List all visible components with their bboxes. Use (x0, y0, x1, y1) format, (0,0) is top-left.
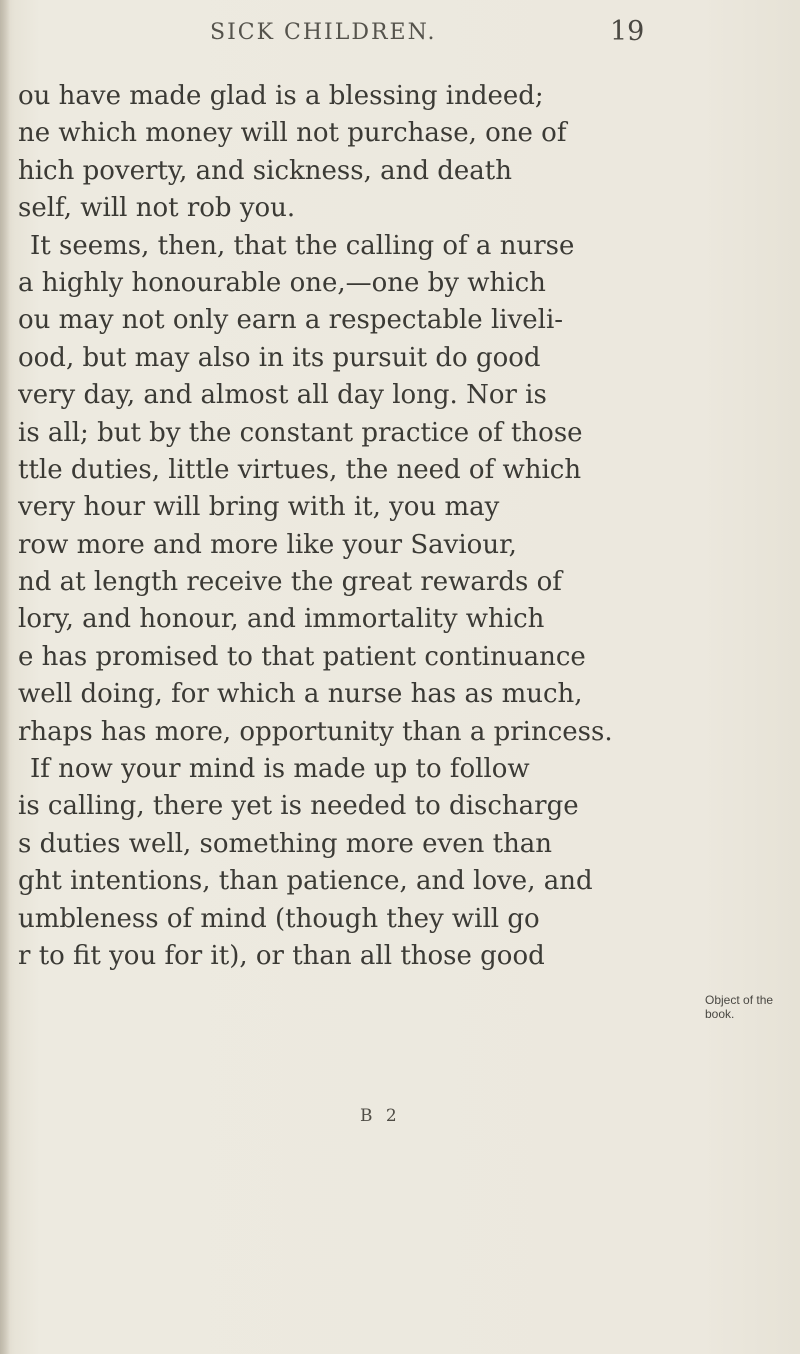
body-text (18, 78, 678, 975)
running-title: SICK CHILDREN. (210, 20, 437, 45)
text-line: It seems, then, that the calling of a nurse (30, 230, 575, 261)
page-number: 19 (610, 16, 645, 47)
text-line: rhaps has more, opportunity than a princess. (18, 716, 613, 747)
text-line: is calling, there yet is needed to discharge (18, 791, 579, 822)
text-line: lory, and honour, and immortality which (18, 604, 545, 635)
signature-mark: B 2 (360, 1106, 401, 1126)
text-line: ne which money will not purchase, one of (18, 118, 567, 149)
margin-note-line: book. (705, 1007, 735, 1021)
text-line: self, will not rob you. (18, 193, 296, 224)
margin-note (705, 993, 800, 1021)
text-line: hich poverty, and sickness, and death (18, 155, 512, 186)
text-line: a highly honourable one,—one by which (18, 267, 546, 298)
text-line: very hour will bring with it, you may (18, 492, 500, 523)
text-line: ght intentions, than patience, and love, and (18, 866, 593, 897)
text-line: well doing, for which a nurse has as much, (18, 679, 583, 710)
gutter-shadow (0, 0, 10, 1354)
text-line: umbleness of mind (though they will go (18, 903, 540, 934)
text-line: s duties well, something more even than (18, 828, 553, 859)
text-line: ou may not only earn a respectable liveli- (18, 305, 564, 336)
text-line: very day, and almost all day long. Nor is (18, 380, 547, 411)
running-head (0, 14, 800, 54)
text-line: ood, but may also in its pursuit do good (18, 342, 541, 373)
text-line: r to fit you for it), or than all those good (18, 940, 545, 971)
text-line: ou have made glad is a blessing indeed; (18, 81, 544, 111)
text-line: is all; but by the constant practice of those (18, 417, 583, 448)
text-line: row more and more like your Saviour, (18, 529, 517, 560)
margin-note-line: Object of the (705, 993, 774, 1007)
text-line: e has promised to that patient continuance (18, 641, 586, 672)
text-line: If now your mind is made up to follow (30, 754, 530, 785)
text-line: nd at length receive the great rewards of (18, 567, 562, 598)
text-line: ttle duties, little virtues, the need of which (18, 454, 582, 485)
